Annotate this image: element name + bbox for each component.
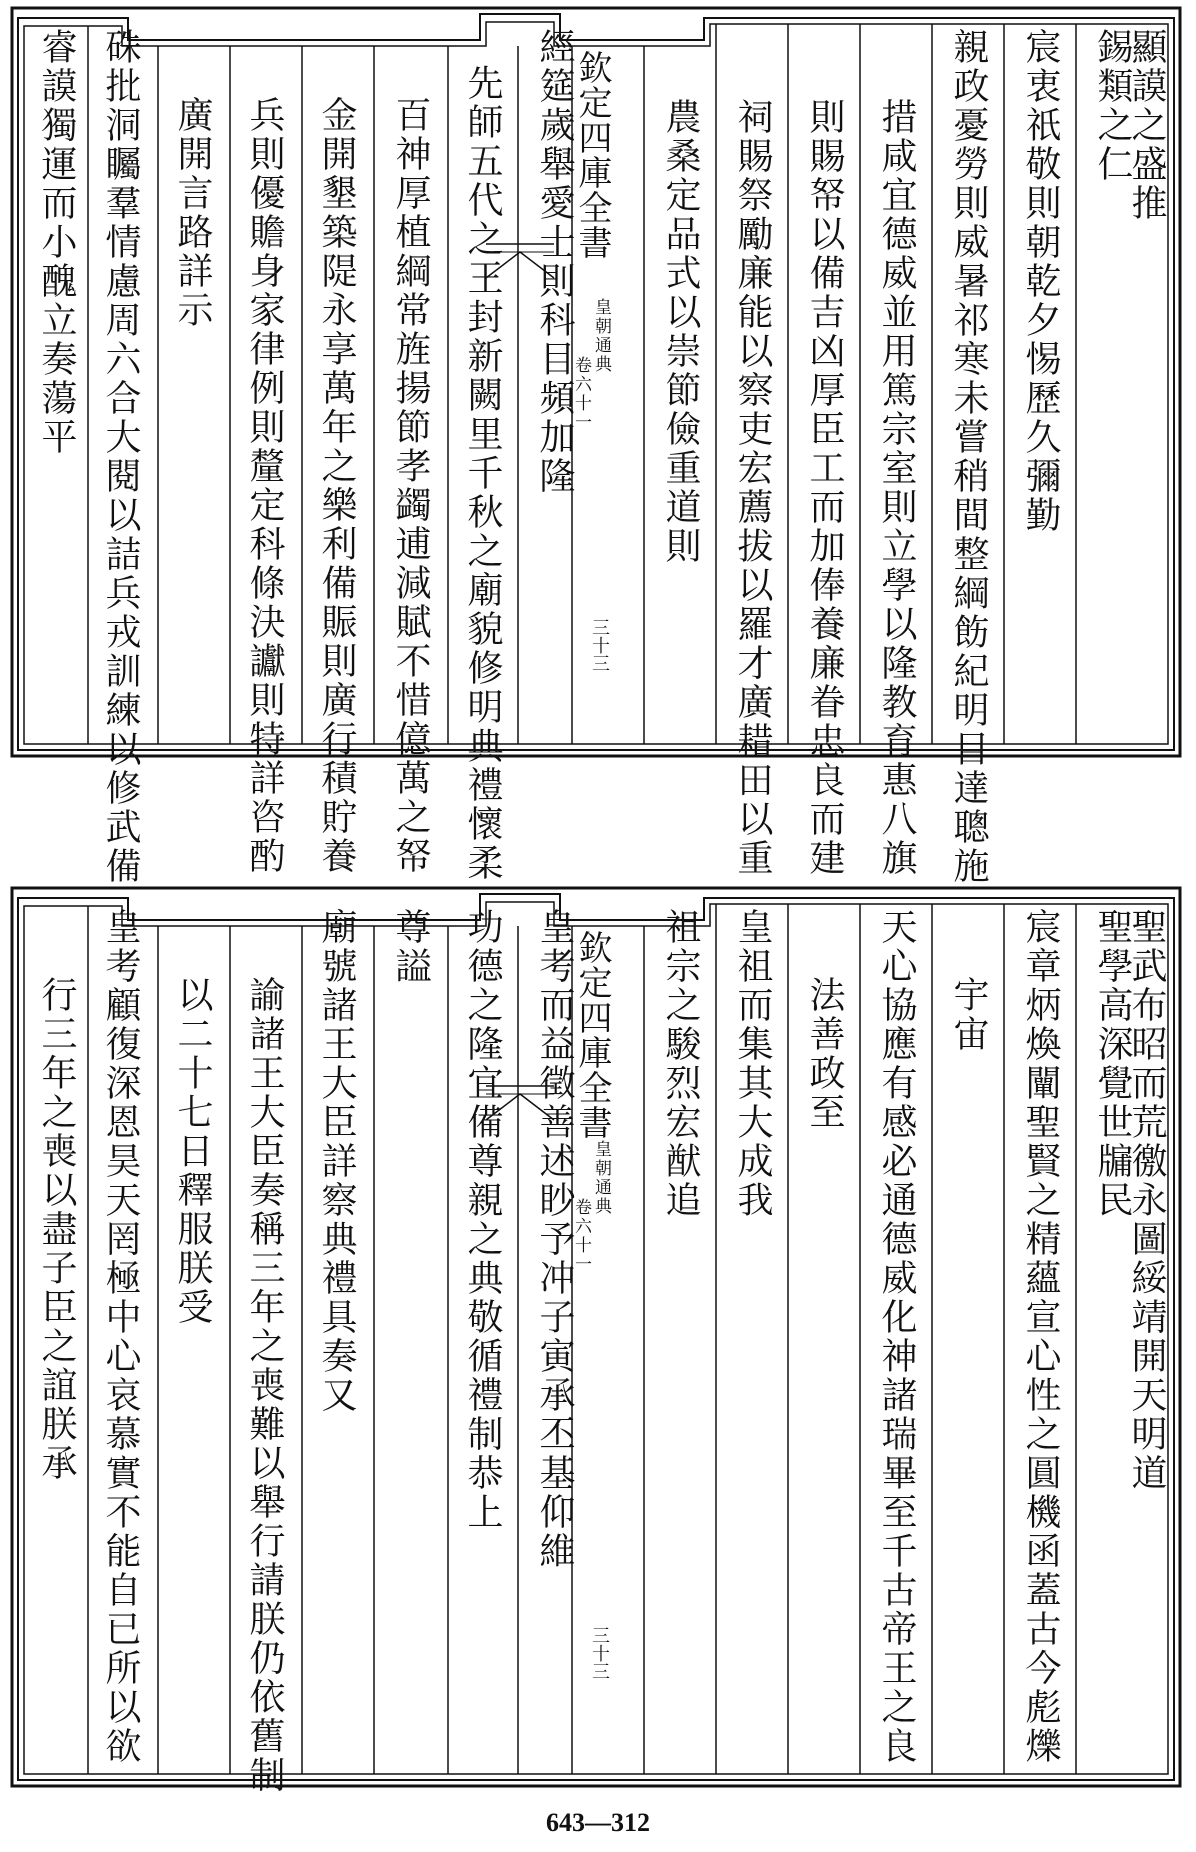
side-volume: 卷六十一: [571, 356, 591, 432]
column-right-8: 顯謨之盛推: [1126, 28, 1167, 223]
column-right-1: 農桑定品式以崇節儉重道則: [660, 98, 701, 566]
side-title: 皇朝通典: [591, 1140, 611, 1216]
column-right-4: 措咸宜德威並用篤宗室則立學以隆教育惠八旗: [876, 98, 917, 878]
column-left-4: 諭諸王大臣奏稱三年之喪難以舉行請朕仍依舊制: [244, 976, 285, 1795]
top-page: [10, 6, 1182, 886]
banner-title: 欽定四庫全書: [572, 50, 612, 260]
column-right-2: 祠賜祭勵廉能以察吏宏薦拔以羅才廣耤田以重: [732, 98, 773, 878]
side-title: 皇朝通典: [591, 298, 611, 374]
column-right-3: 則賜帑以備吉凶厚臣工而加俸養廉眷忠良而建: [804, 98, 845, 878]
column-right-3: 法善政至: [804, 976, 845, 1132]
column-right-2: 皇祖而集其大成我: [732, 908, 773, 1220]
column-right-5: 親政憂勞則威暑祁寒未嘗稍間整綱飭紀明目達聰施: [948, 28, 989, 886]
column-right-5: 宇宙: [948, 976, 989, 1054]
page-number: 三十三: [589, 618, 610, 672]
column-right-4: 天心協應有感必通德威化神諸瑞畢至千古帝王之良: [876, 908, 917, 1766]
column-left-6: 百神厚植綱常旌揚節孝蠲逋減賦不惜億萬之帑: [390, 96, 431, 876]
column-left-3: 以二十七日釋服朕受: [172, 976, 213, 1327]
column-right-8: 聖武布昭而荒徼永圖綏靖開天明道: [1126, 908, 1167, 1493]
column-left-5: 廟號諸王大臣詳察典禮具奏又: [316, 908, 357, 1415]
banner-title: 欽定四庫全書: [572, 930, 612, 1140]
column-left-8: 經筵歲舉愛士則科目頻加隆: [534, 28, 575, 496]
column-right-7: 錫類之仁: [1092, 28, 1133, 184]
column-left-1: 行三年之喪以盡子臣之誼朕承: [36, 976, 77, 1483]
footer-page-code: 643—312: [546, 1808, 650, 1837]
column-right-6: 宸章炳煥闡聖賢之精蘊宣心性之圓機函蓋古今彪爍: [1020, 908, 1061, 1766]
column-left-5: 金開墾築隄永享萬年之樂利備賑則廣行積貯養: [316, 96, 357, 876]
column-left-2: 硃批洞矚羣情慮周六合大閱以詰兵戎訓練以修武備: [100, 28, 141, 886]
column-left-4: 兵則優贍身家律例則釐定科條決讞則特詳咨酌: [244, 96, 285, 876]
bottom-page: [10, 886, 1182, 1795]
column-left-2: 皇考顧復深恩昊天罔極中心哀慕實不能自已所以欲: [100, 908, 141, 1766]
column-right-1: 祖宗之駿烈宏猷追: [660, 908, 701, 1220]
column-left-8: 皇考而益徵善述眇予冲子寅承丕基仰維: [534, 908, 575, 1571]
column-right-7: 聖學高深覺世牖民: [1092, 908, 1133, 1220]
column-left-1: 睿謨獨運而小醜立奏蕩平: [36, 28, 77, 457]
column-left-7: 先師五代之王封新闕里千秋之廟貌修明典禮懷柔: [462, 64, 503, 883]
column-left-7: 功德之隆宜備尊親之典敬循禮制恭上: [462, 908, 503, 1532]
page-number: 三十三: [589, 1626, 610, 1680]
side-volume: 卷六十一: [571, 1198, 591, 1274]
column-left-6: 尊謚: [390, 908, 431, 986]
column-left-3: 廣開言路詳示: [172, 96, 213, 330]
column-right-6: 宸衷祇敬則朝乾夕惕歷久彌勤: [1020, 28, 1061, 535]
